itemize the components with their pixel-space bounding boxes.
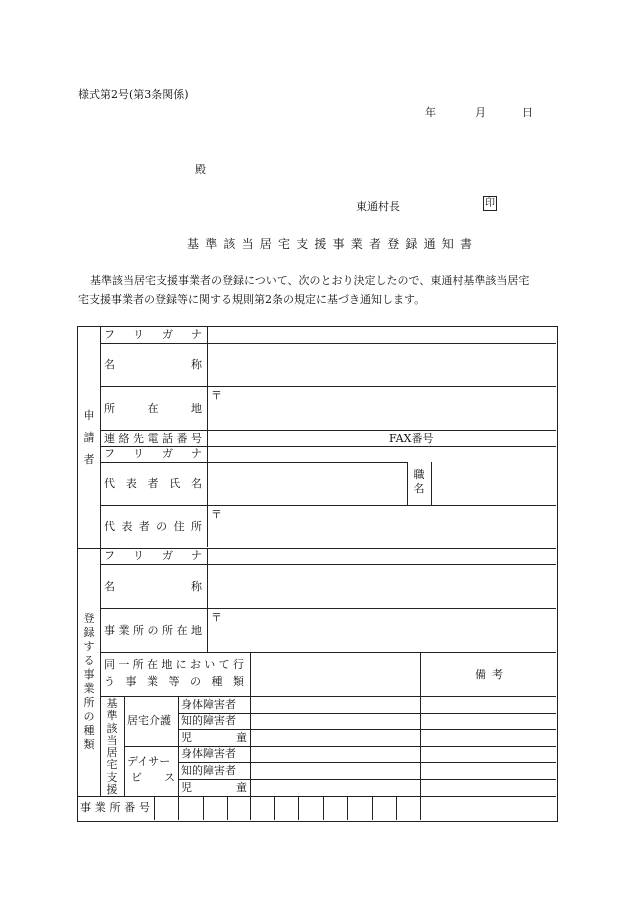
home-care-intellectual: 知的障害者 (181, 714, 236, 727)
fax-label: FAX番号 (389, 432, 434, 445)
home-care-label: 居宅介護 (127, 714, 171, 727)
applicant-address-label: 所 在 地 (104, 402, 202, 415)
office-address-label: 事 業 所 の 所 在 地 (104, 624, 202, 637)
category-label: 基準該当居宅支援 (106, 697, 118, 797)
home-care-child: 児 童 (181, 731, 247, 744)
home-care-physical: 身体障害者 (181, 698, 236, 711)
form-number: 様式第2号(第3条関係) (78, 88, 189, 101)
business-type-label-line2: う 事 業 等 の 種 類 (104, 675, 244, 688)
date-year: 年 (425, 106, 436, 119)
remarks-label: 備考 (475, 668, 509, 681)
phone-label: 連 絡 先 電 話 番 号 (104, 432, 202, 445)
rep-name-label: 代 表 者 氏 名 (104, 477, 202, 490)
day-service-physical: 身体障害者 (181, 747, 236, 760)
rep-furigana-label: フ リ ガ ナ (104, 447, 202, 460)
registration-table (77, 326, 558, 822)
body-line-2: 宅支援事業者の登録等に関する規則第2条の規定に基づき通知します。 (78, 293, 426, 306)
date-month: 月 (475, 106, 486, 119)
day-service-intellectual: 知的障害者 (181, 764, 236, 777)
position-label: 職名 (413, 468, 425, 495)
rep-address-label: 代 表 者 の 住 所 (104, 520, 202, 533)
date-day: 日 (522, 106, 533, 119)
applicant-postal-mark: 〒 (211, 389, 222, 402)
body-line-1: 基準該当居宅支援事業者の登録について、次のとおり決定したので、東通村基準該当居宅 (90, 274, 530, 287)
addressee-suffix: 殿 (195, 163, 206, 176)
issuer: 東通村長 (356, 200, 400, 213)
business-type-label-line1: 同 一 所 在 地 に お い て 行 (104, 658, 244, 671)
applicant-name-label: 名 称 (104, 358, 202, 371)
day-service-child: 児 童 (181, 781, 247, 794)
document-title: 基準該当居宅支援事業者登録通知書 (187, 237, 479, 251)
day-service-label-1: デイサー (127, 755, 171, 768)
applicant-section-label: 申請者 (83, 409, 95, 466)
day-service-label-2: ビ ス (131, 771, 175, 784)
office-furigana-label: フ リ ガ ナ (104, 549, 202, 562)
seal-mark: 印 (485, 198, 495, 209)
office-section-label: 登録する事業所の種類 (83, 612, 95, 751)
rep-postal-mark: 〒 (211, 508, 222, 521)
office-name-label: 名 称 (104, 580, 202, 593)
office-postal-mark: 〒 (211, 611, 222, 624)
applicant-furigana-label: フ リ ガ ナ (104, 328, 202, 341)
office-number-label: 事 業 所 番 号 (80, 801, 150, 814)
